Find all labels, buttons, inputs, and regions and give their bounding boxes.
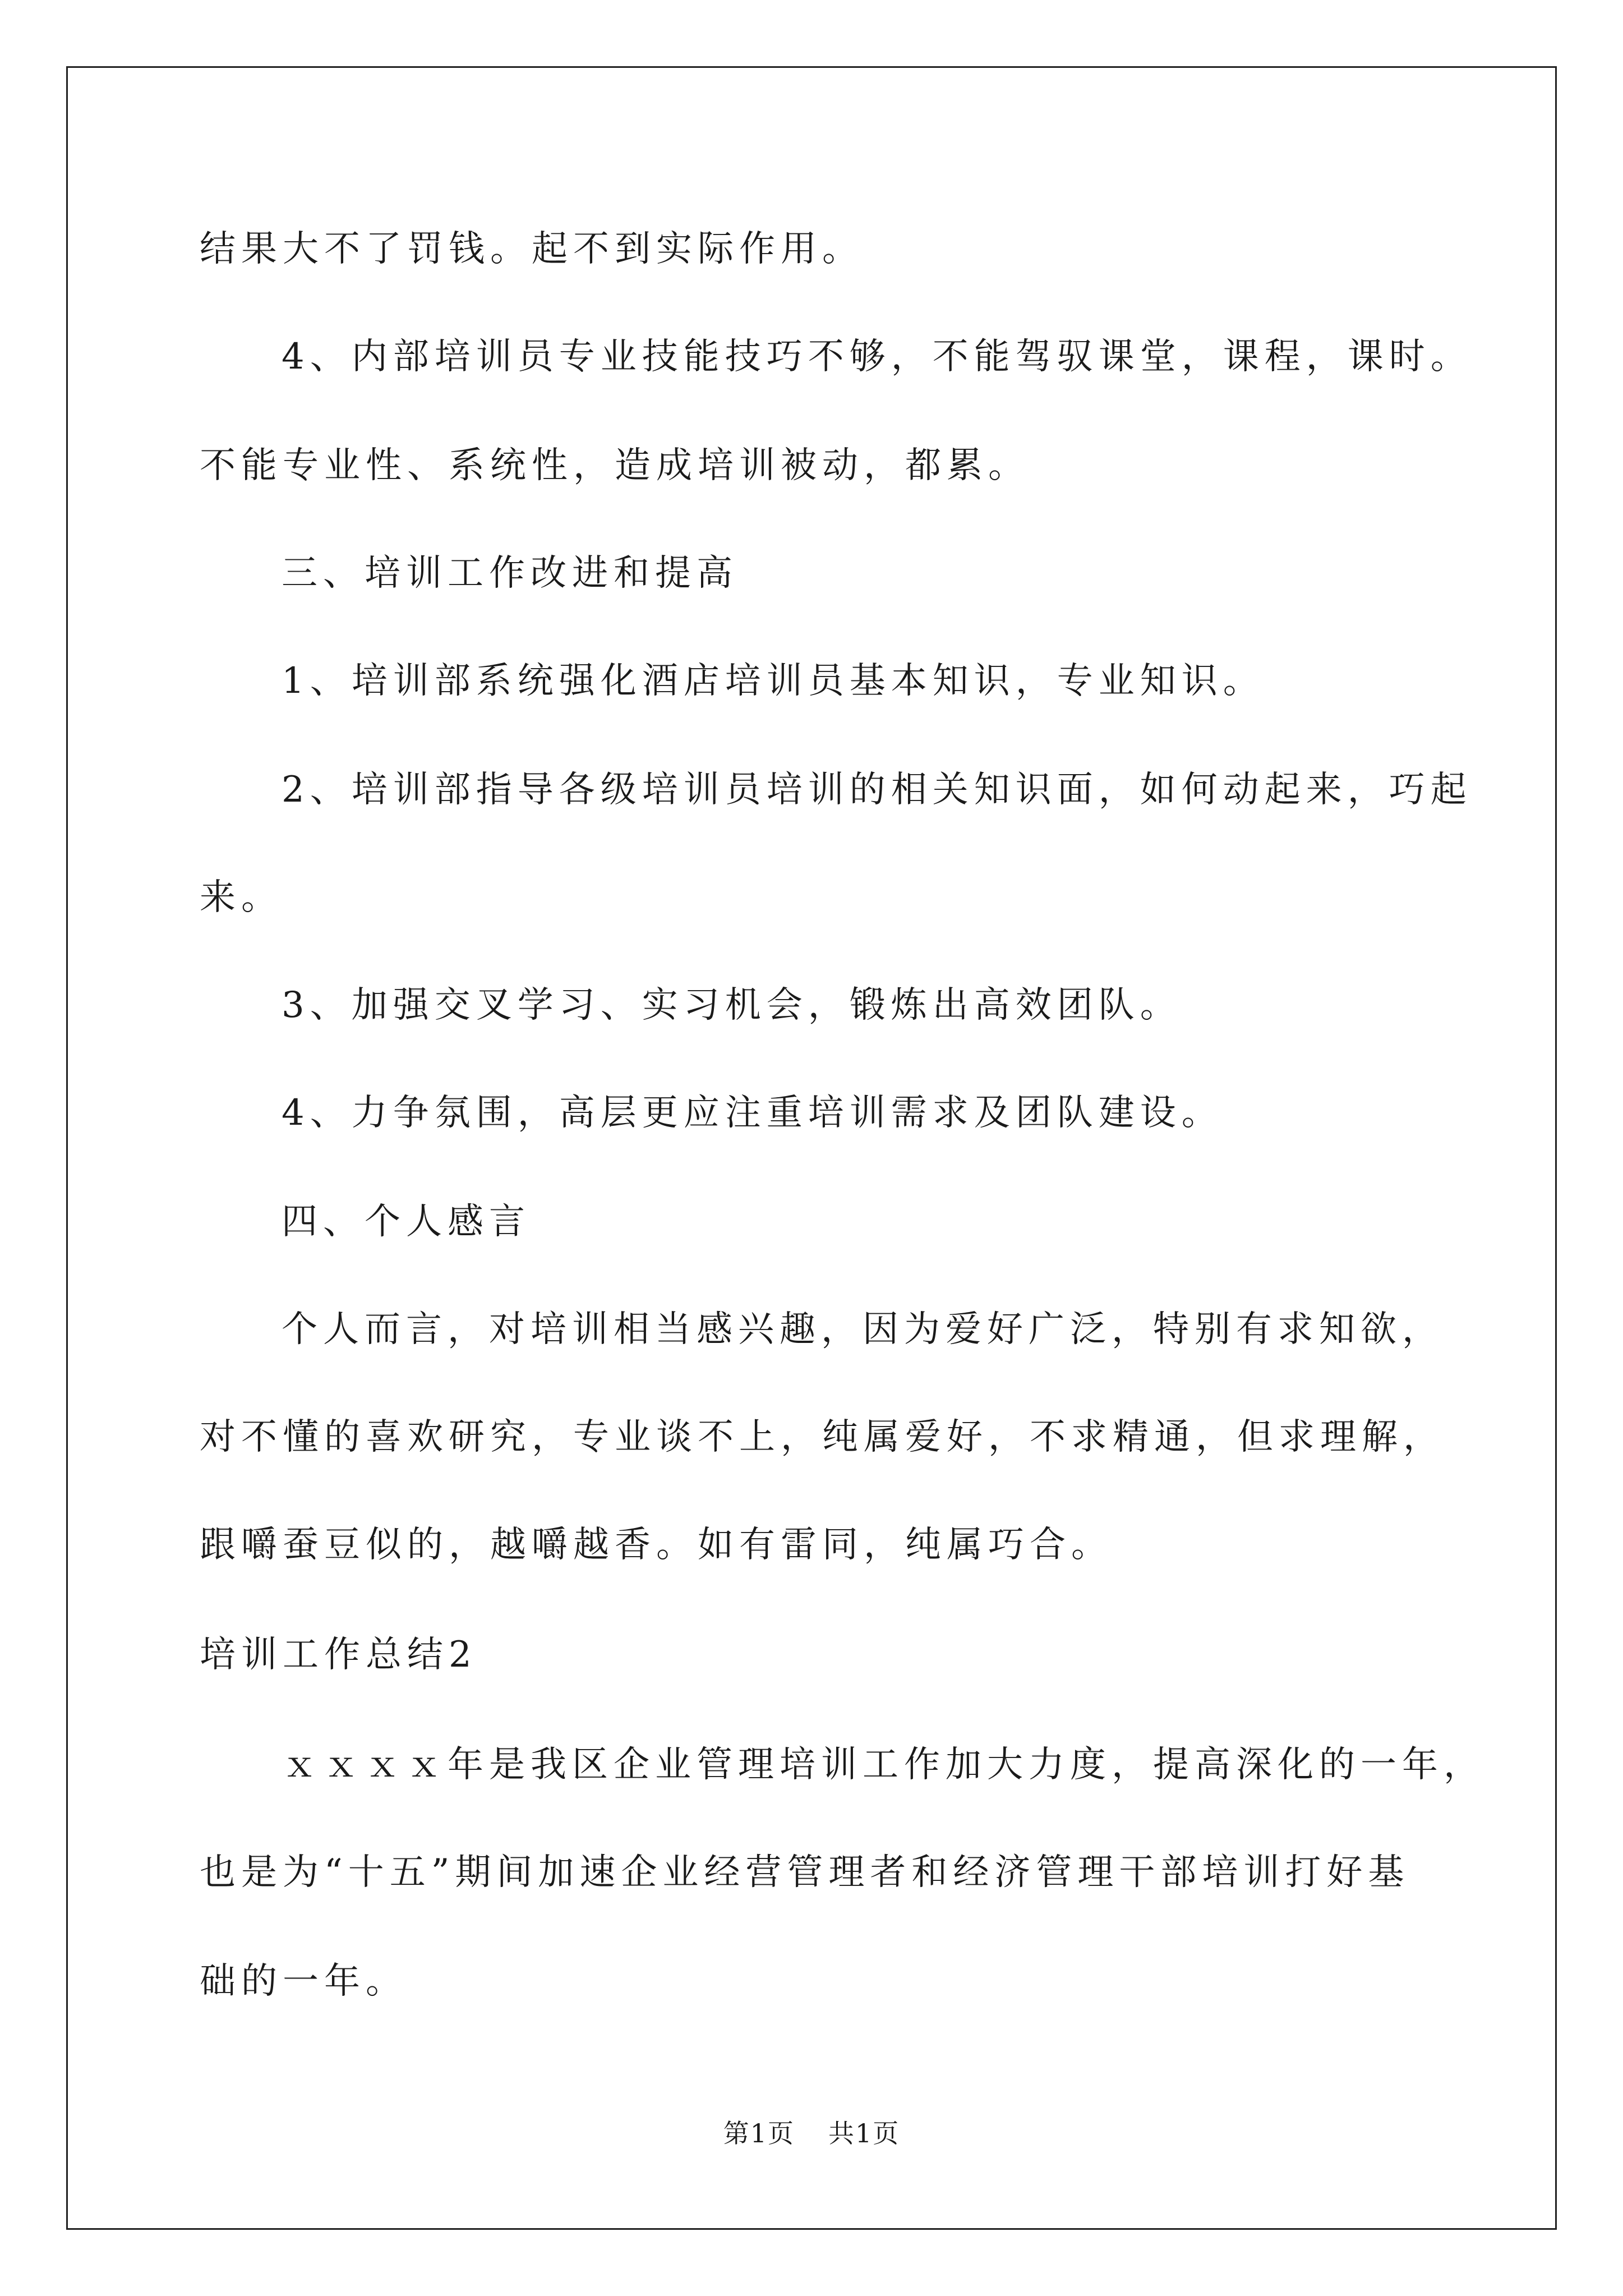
text-line: 结果大不了罚钱。起不到实际作用。 <box>200 228 864 270</box>
section-heading: 四、个人感言 <box>282 1201 531 1243</box>
text-line: 1、培训部系统强化酒店培训员基本知识，专业知识。 <box>282 660 1265 702</box>
text-line: 个人而言，对培训相当感兴趣，因为爱好广泛，特别有求知欲， <box>282 1309 1444 1350</box>
page-border <box>66 66 1557 2230</box>
text-line: 跟嚼蚕豆似的，越嚼越香。如有雷同，纯属巧合。 <box>200 1524 1113 1566</box>
page-number-current: 第1页 <box>723 2118 795 2148</box>
text-line: 4、力争氛围，高层更应注重培训需求及团队建设。 <box>282 1092 1223 1134</box>
text-line: 来。 <box>200 877 283 918</box>
section-heading: 三、培训工作改进和提高 <box>282 553 738 594</box>
text-line: ｘｘｘｘ年是我区企业管理培训工作加大力度，提高深化的一年， <box>282 1744 1485 1786</box>
text-line: 4、内部培训员专业技能技巧不够，不能驾驭课堂，课程，课时。 <box>282 336 1472 378</box>
text-line: 对不懂的喜欢研究，专业谈不上，纯属爱好，不求精通，但求理解， <box>200 1416 1445 1458</box>
document-title: 培训工作总结2 <box>200 1634 477 1676</box>
text-line: 3、加强交叉学习、实习机会，锻炼出高效团队。 <box>282 984 1182 1026</box>
text-line: 2、培训部指导各级培训员培训的相关知识面，如何动起来，巧起 <box>282 769 1472 811</box>
text-line: 也是为“十五”期间加速企业经营管理者和经济管理干部培训打好基 <box>200 1852 1410 1893</box>
page-footer <box>0 2120 1623 2146</box>
text-line: 础的一年。 <box>200 1961 407 2002</box>
text-line: 不能专业性、系统性，造成培训被动，都累。 <box>200 445 1030 486</box>
page-number-total: 共1页 <box>828 2118 900 2148</box>
